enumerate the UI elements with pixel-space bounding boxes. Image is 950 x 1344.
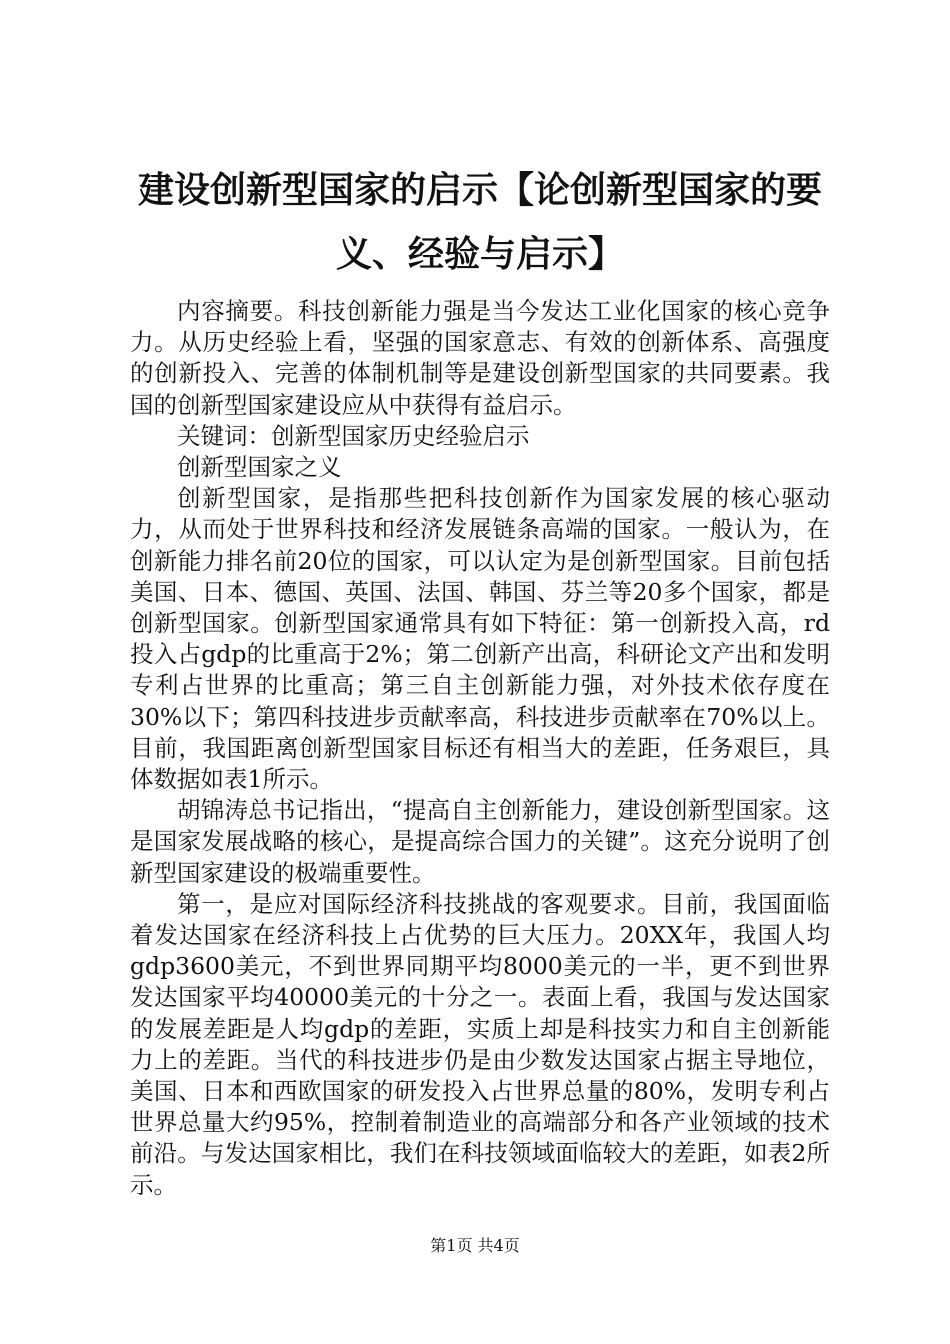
paragraph-quote: 胡锦涛总书记指出，“提高自主创新能力，建设创新型国家。这是国家发展战略的核心，是提高综合国力的关键”。这充分说明了创新型国家建设的极端重要性。 xyxy=(130,796,830,887)
paragraph-definition: 创新型国家，是指那些把科技创新作为国家发展的核心驱动力，从而处于世界科技和经济发展链条高端的国家。一般认为，在创新能力排名前20位的国家，可以认定为是创新型国家。目前包括美国、日本、德国、英国、法国、韩国、芬兰等20多个国家，都是创新型国家。创新型国家通常具有如下特征：第一创新投入高，rd投入占gdp的比重高于2%；第二创新产出高，科研论文产出和发明专利占世界的比重高；第三自主创新能力强，对外技术依存度在30%以下；第四科技进步贡献率高，科技进步贡献率在70%以上。目前，我国距离创新型国家目标还有相当大的差距，任务艰巨，具体数据如表1所示。 xyxy=(130,484,830,794)
document-title: 建设创新型国家的启示【论创新型国家的要义、经验与启示】 xyxy=(137,169,822,275)
paragraph-abstract: 内容摘要。科技创新能力强是当今发达工业化国家的核心竞争力。从历史经验上看，坚强的国家意志、有效的创新体系、高强度的创新投入、完善的体制机制等是建设创新型国家的共同要素。我国的创新型国家建设应从中获得有益启示。 xyxy=(130,297,830,419)
paragraph-keywords: 关键词：创新型国家历史经验启示 xyxy=(177,421,530,450)
paragraph-first-point: 第一，是应对国际经济科技挑战的客观要求。目前，我国面临着发达国家在经济科技上占优势的巨大压力。20XX年，我国人均gdp3600美元，不到世界同期平均8000美元的一半，更不到世界发达国家平均40000美元的十分之一。表面上看，我国与发达国家的发展差距是人均gdp的差距，实质上却是科技实力和自主创新能力上的差距。当代的科技进步仍是由少数发达国家占据主导地位，美国、日本和西欧国家的研发投入占世界总量的80%，发明专利占世界总量大约95%，控制着制造业的高端部分和各产业领域的技术前沿。与发达国家相比，我们在科技领域面临较大的差距，如表2所示。 xyxy=(130,889,830,1199)
document-body xyxy=(130,296,830,1201)
page-footer: 第1页 共4页 xyxy=(430,1236,520,1255)
section-heading: 创新型国家之义 xyxy=(177,453,342,482)
